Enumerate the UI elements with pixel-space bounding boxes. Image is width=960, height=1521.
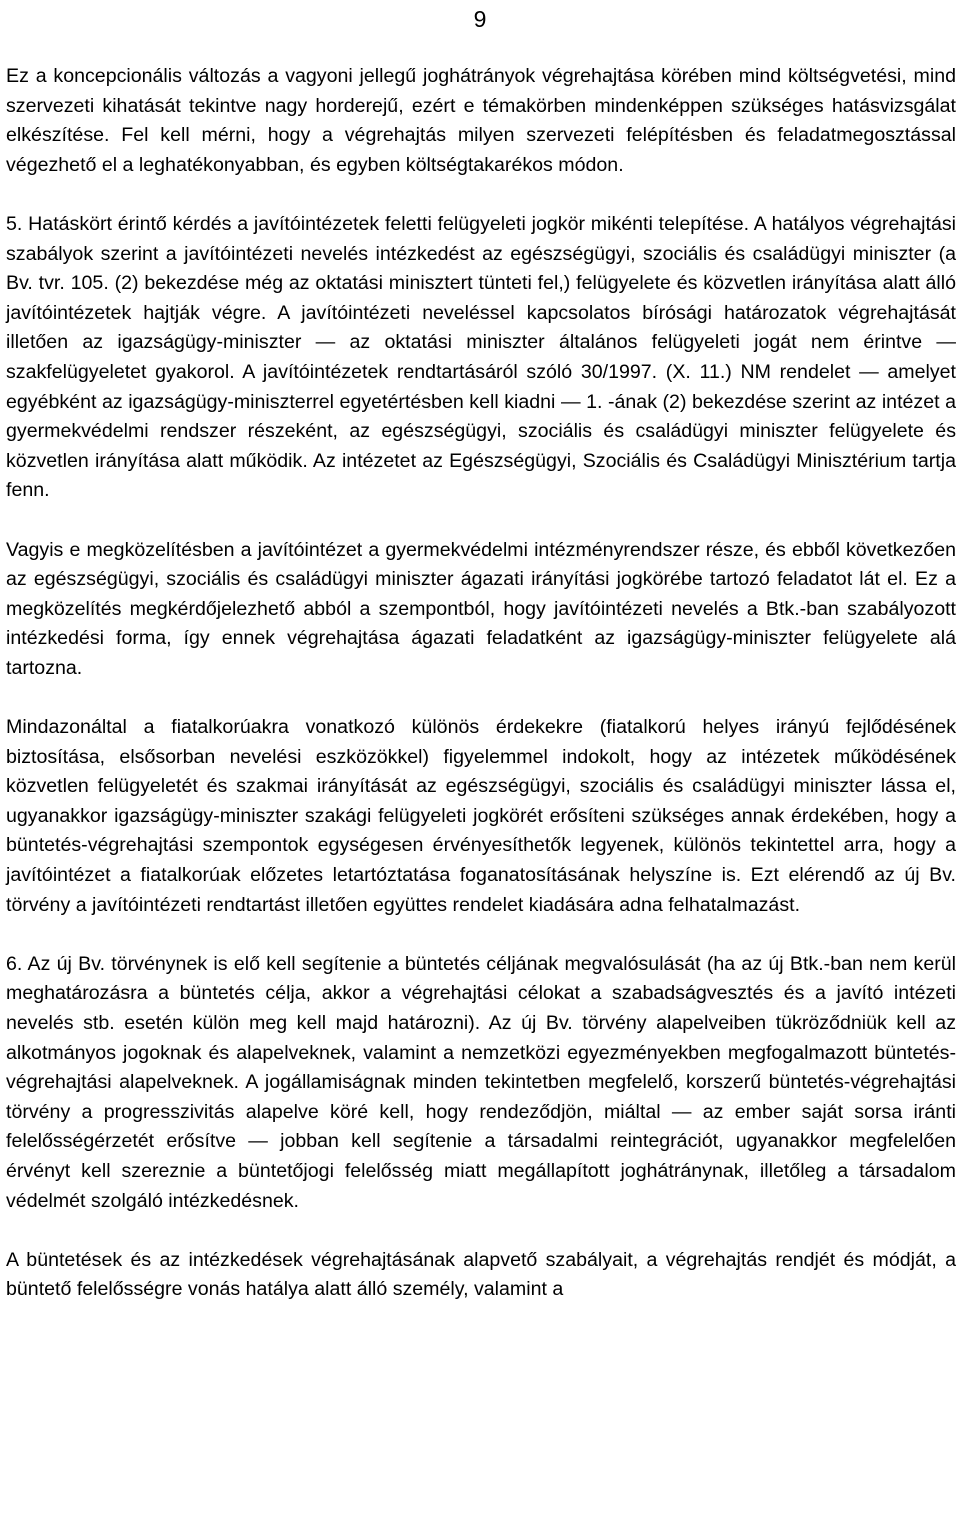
paragraph-gap xyxy=(6,506,956,536)
page-number: 9 xyxy=(473,6,487,32)
paragraph-6: A büntetések és az intézkedések végrehajtásának alapvető szabályait, a végrehajtás rendjét és módját, a büntető felelősségre vonás hatálya alatt álló személy, valamint a xyxy=(6,1248,956,1301)
paragraph-gap xyxy=(6,180,956,210)
paragraph-gap xyxy=(6,920,956,950)
paragraph-3: Vagyis e megközelítésben a javítóintézet a gyermekvédelmi intézményrendszer része, és ebből következően az egészségügyi, szociális és családügyi miniszter ágazati irányítási jogkörébe tartozó feladatot lát el. Ez a megközelítés megkérdőjelezhető abból a szempontból, hogy javítóintézeti nevelés a Btk.-ban szabályozott intézkedési forma, így ennek végrehajtása ágazati feladatként az igazságügy-miniszter felügyelete alá tartozna. xyxy=(6,538,956,679)
paragraph-2: 5. Hatáskört érintő kérdés a javítóintézetek feletti felügyeleti jogkör mikénti telepítése. A hatályos végrehajtási szabályok szerint a javítóintézeti nevelés intézkedést az egészségügyi, szociális és családügyi miniszter (a Bv. tvr. 105. (2) bekezdése még az oktatási minisztert tünteti fel,) felügyelete és közvetlen irányítása alatt álló javítóintézetek hajtják végre. A javítóintézeti neveléssel kapcsolatos bírósági határozatok végrehajtását illetően az igazságügy-miniszter — az oktatási miniszter általános felügyeleti jogát nem érintve — szakfelügyeletet gyakorol. A javítóintézetek rendtartásáról szóló 30/1997. (X. 11.) NM rendelet — amelyet egyébként az igazságügy-miniszterrel egyetértésben kell kiadni — 1. -ának (2) bekezdése szerint az intézet a gyermekvédelmi rendszer részeként, az egészségügyi, szociális és családügyi miniszter felügyelete és közvetlen irányítása alatt működik. Az intézetet az Egészségügyi, Szociális és Családügyi Minisztérium tartja fenn. xyxy=(6,212,956,502)
paragraph-1: Ez a koncepcionális változás a vagyoni jellegű joghátrányok végrehajtása körében mind költségvetési, mind szervezeti kihatását tekintve nagy horderejű, ezért e témakörben mindenképpen szükséges hatásvizsgálat elkészítése. Fel kell mérni, hogy a végrehajtás milyen szervezeti felépítésben és feladatmegosztással végezhető el a leghatékonyabban, és egyben költségtakarékos módon. xyxy=(6,65,956,176)
document-body xyxy=(6,62,956,1305)
paragraph-gap xyxy=(6,1216,956,1246)
paragraph-4: Mindazonáltal a fiatalkorúakra vonatkozó különös érdekekre (fiatalkorú helyes irányú fejlődésének biztosítása, elsősorban nevelési eszközökkel) figyelemmel indokolt, hogy az intézetek működésének közvetlen felügyeletét és szakmai irányítását az egészségügyi, szociális és családügyi miniszter lássa el, ugyanakkor igazságügy-miniszter szakági felügyeleti jogkörét erősíteni szükséges annak érdekében, hogy a büntetés-végrehajtási szempontok egységesen érvényesíthetők legyenek, különös tekintettel arra, hogy a javítóintézet a fiatalkorúak előzetes letartóztatása foganatosításának helyszíne is. Ezt elérendő az új Bv. törvény a javítóintézeti rendtartást illetően együttes rendelet kiadására adna felhatalmazást. xyxy=(6,716,956,916)
paragraph-5: 6. Az új Bv. törvénynek is elő kell segítenie a büntetés céljának megvalósulását (ha az új Btk.-ban nem kerül meghatározásra a büntetés célja, akkor a végrehajtási célokat a szabadságvesztés és a javító intézeti nevelés stb. esetén külön meg kell majd határozni). Az új Bv. törvény alapelveiben tükröződniük kell az alkotmányos jogoknak és alapelveknek, valamint a nemzetközi egyezményekben megfogalmazott büntetés-végrehajtási alapelveknek. A jogállamiságnak minden tekintetben megfelelő, korszerű büntetés-végrehajtási törvény a progresszivitás alapelve köré kell, hogy rendeződjön, miáltal — az ember saját sorsa iránti felelősségérzetét erősítve — jobban kell segítenie a társadalmi reintegrációt, ugyanakkor megfelelően érvényt kell szereznie a büntetőjogi felelősség miatt megállapított joghátránynak, illetőleg a társadalom védelmét szolgáló intézkedésnek. xyxy=(6,952,956,1212)
paragraph-gap xyxy=(6,683,956,713)
